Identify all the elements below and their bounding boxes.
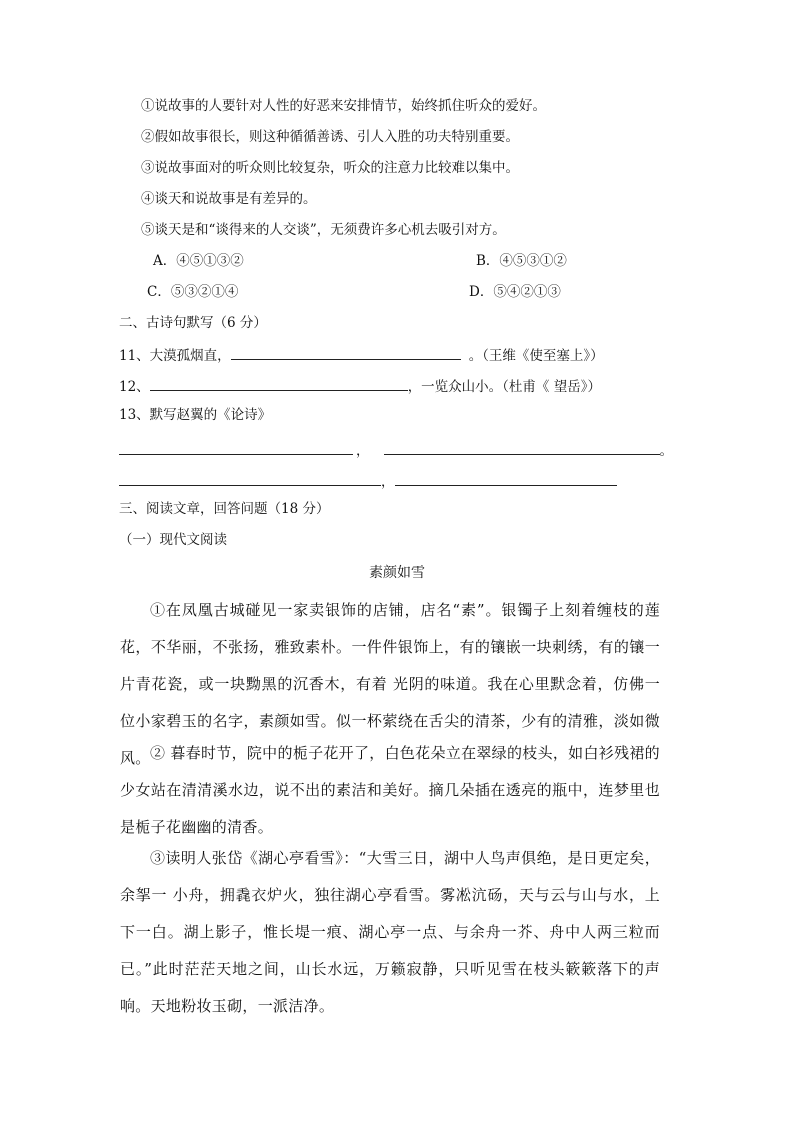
choice-b: B．④⑤③①② [476, 253, 567, 269]
question-13-blank-4[interactable] [395, 471, 617, 486]
article-paragraph-1: ①在凤凰古城碰见一家卖银饰的店铺，店名“素”。银镯子上刻着缠枝的莲花，不华丽，不张扬，雅致素朴。一件件银饰上，有的镶嵌一块刺绣，有的镶一片青花瓷，或一块黝黑的沉香木，有着 光阴的味道。我在心里默念着，仿佛一位小家碧玉的名字，素颜如雪。似一杯萦绕在舌尖的清茶，少有的清雅，淡如微风。 [120, 601, 660, 767]
question-11-prefix: 11、大漠孤烟直， [119, 348, 231, 364]
question-13-end-1: 。 [659, 443, 673, 459]
question-13-blank-3[interactable] [119, 471, 381, 486]
option-statement-2: ②假如故事很长，则这种循循善诱、引人入胜的功夫特别重要。 [141, 129, 519, 145]
question-13-blank-2[interactable] [384, 440, 660, 455]
question-13-sep-1: ， [356, 443, 370, 459]
option-statement-3: ③说故事面对的听众则比较复杂，听众的注意力比较难以集中。 [141, 160, 519, 176]
section3-subheading: （一）现代文阅读 [119, 532, 227, 548]
option-statement-4: ④谈天和说故事是有差异的。 [141, 191, 317, 207]
article-title: 素颜如雪 [369, 565, 425, 581]
question-11 [119, 345, 604, 365]
article-paragraph-2: ② 暮春时节，院中的栀子花开了，白色花朵立在翠绿的枝头，如白衫残裙的少女站在清清溪水边，说不出的素洁和美好。摘几朵插在透亮的瓶中，连梦里也是栀子花幽幽的清香。 [120, 744, 660, 836]
question-12-suffix: ，一览众山小。（杜甫《 望岳》） [407, 379, 601, 395]
choice-a: A．④⑤①③② [153, 253, 244, 269]
question-13-blank-1[interactable] [119, 440, 353, 455]
question-12-answer-blank[interactable] [150, 376, 408, 391]
question-11-answer-blank[interactable] [231, 345, 461, 360]
choice-c: C．⑤③②①④ [147, 284, 239, 300]
question-13-sep-2: ， [381, 474, 395, 490]
question-12-prefix: 12、 [119, 379, 150, 395]
question-12 [119, 376, 601, 396]
question-13-row-2 [119, 471, 617, 491]
section3-heading: 三、阅读文章，回答问题（18 分） [119, 501, 330, 517]
question-11-suffix: 。（王维《使至塞上》） [468, 348, 604, 364]
section2-heading: 二、古诗句默写（6 分） [119, 315, 267, 331]
article-paragraph-3: ③读明人张岱《湖心亭看雪》：“大雪三日，湖中人鸟声俱绝，是日更定矣，余挐一 小舟，拥毳衣炉火，独往湖心亭看雪。雾凇沆砀，天与云与山与水，上下一白。湖上影子，惟长堤一痕、湖心亭一点、与余舟一芥、舟中人两三粒而已。”此时茫茫天地之间，山长水远，万籁寂静，只听见雪在枝头簌簌落下的声响。天地粉妆玉砌，一派洁净。 [120, 849, 660, 1015]
question-13-row-1 [119, 440, 673, 460]
option-statement-1: ①说故事的人要针对人性的好恶来安排情节，始终抓住听众的爱好。 [141, 98, 546, 114]
choice-d: D．⑤④②①③ [469, 284, 561, 300]
question-13-label: 13、默写赵翼的《论诗》 [119, 407, 272, 423]
option-statement-5: ⑤谈天是和“谈得来的人交谈”，无须费许多心机去吸引对方。 [141, 222, 506, 238]
